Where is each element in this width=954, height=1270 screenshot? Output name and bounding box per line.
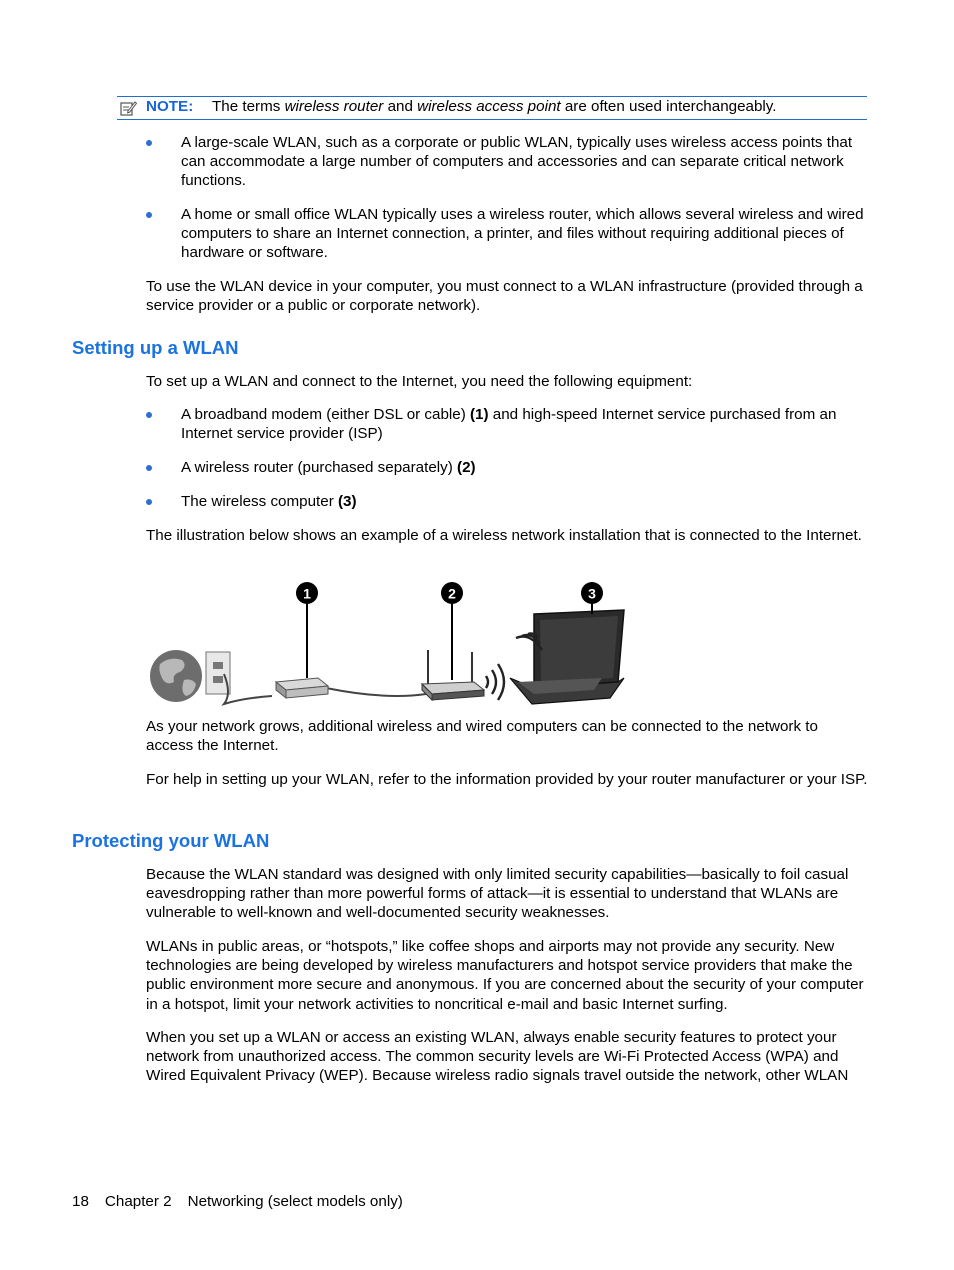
globe-icon xyxy=(150,650,202,702)
network-illustration xyxy=(146,580,636,710)
protect-paragraph-1: Because the WLAN standard was designed with only limited security capabilities—basically to foil casual eavesdropping rather than more powerful forms of attack—it is essential to understand that WLANs are vulnerable to well-known and well-documented security weaknesses. xyxy=(146,866,849,922)
section-heading-protect: Protecting your WLAN xyxy=(72,830,270,851)
protect-paragraph-2: WLANs in public areas, or “hotspots,” like coffee shops and airports may not provide any security. New technologies are being developed by wireless manufacturers and hotspot service providers that make the public environment more secure and anonymous. If you are concerned about the security of your computer in a hotspot, limit your network activities to noncritical e-mail and basic Internet surfing. xyxy=(146,938,864,1013)
note-box xyxy=(117,96,867,120)
callout-3-label: 3 xyxy=(588,585,596,602)
list-item: A home or small office WLAN typically uses a wireless router, which allows several wireless and wired computers to share an Internet connection, a printer, and files without requiring additional pieces of hardware or software. xyxy=(181,206,864,262)
list-item: A large-scale WLAN, such as a corporate or public WLAN, typically uses wireless access points that can accommodate a large number of computers and accessories and can separate critical network functions. xyxy=(181,134,853,190)
wireless-signal-icon xyxy=(486,664,504,700)
bullet-icon xyxy=(146,465,152,471)
note-pencil-icon xyxy=(120,100,137,116)
bullet-icon xyxy=(146,499,152,505)
list-item: A broadband modem (either DSL or cable) (1) and high-speed Internet service purchased from an Internet service provider (ISP) xyxy=(181,406,837,443)
modem-icon xyxy=(276,678,328,698)
footer-chapter: Chapter 2 xyxy=(104,1193,172,1210)
section-heading-setup: Setting up a WLAN xyxy=(72,337,239,358)
network-grows-paragraph: As your network grows, additional wireless and wired computers can be connected to the network to access the Internet. xyxy=(146,718,818,755)
setup-lead: To set up a WLAN and connect to the Internet, you need the following equipment: xyxy=(146,373,693,390)
illustration-intro: The illustration below shows an example of a wireless network installation that is connected to the Internet. xyxy=(146,527,862,544)
list-item: The wireless computer (3) xyxy=(181,493,357,510)
bullet-icon xyxy=(146,412,152,418)
footer-title: Networking (select models only) xyxy=(187,1193,403,1210)
callout-1-label: 1 xyxy=(303,585,311,602)
note-label: NOTE: xyxy=(146,98,194,115)
intro-paragraph: To use the WLAN device in your computer, you must connect to a WLAN infrastructure (provided through a service provider or a public or corporate network). xyxy=(146,278,863,315)
bullet-icon xyxy=(146,212,152,218)
wall-jack-icon xyxy=(206,652,230,694)
page-number: 18 xyxy=(72,1193,89,1210)
callout-2-label: 2 xyxy=(448,585,456,602)
help-paragraph: For help in setting up your WLAN, refer to the information provided by your router manufacturer or your ISP. xyxy=(146,771,868,788)
note-text: The terms wireless router and wireless access point are often used interchangeably. xyxy=(212,98,777,115)
bullet-icon xyxy=(146,140,152,146)
protect-paragraph-3: When you set up a WLAN or access an existing WLAN, always enable security features to protect your network from unauthorized access. The common security levels are Wi-Fi Protected Access (WPA) and Wired Equivalent Privacy (WEP). Because wireless radio signals travel outside the network, other WLAN xyxy=(146,1029,849,1085)
laptop-icon xyxy=(510,610,624,704)
page-footer xyxy=(72,1192,419,1211)
list-item: A wireless router (purchased separately) (2) xyxy=(181,459,476,476)
